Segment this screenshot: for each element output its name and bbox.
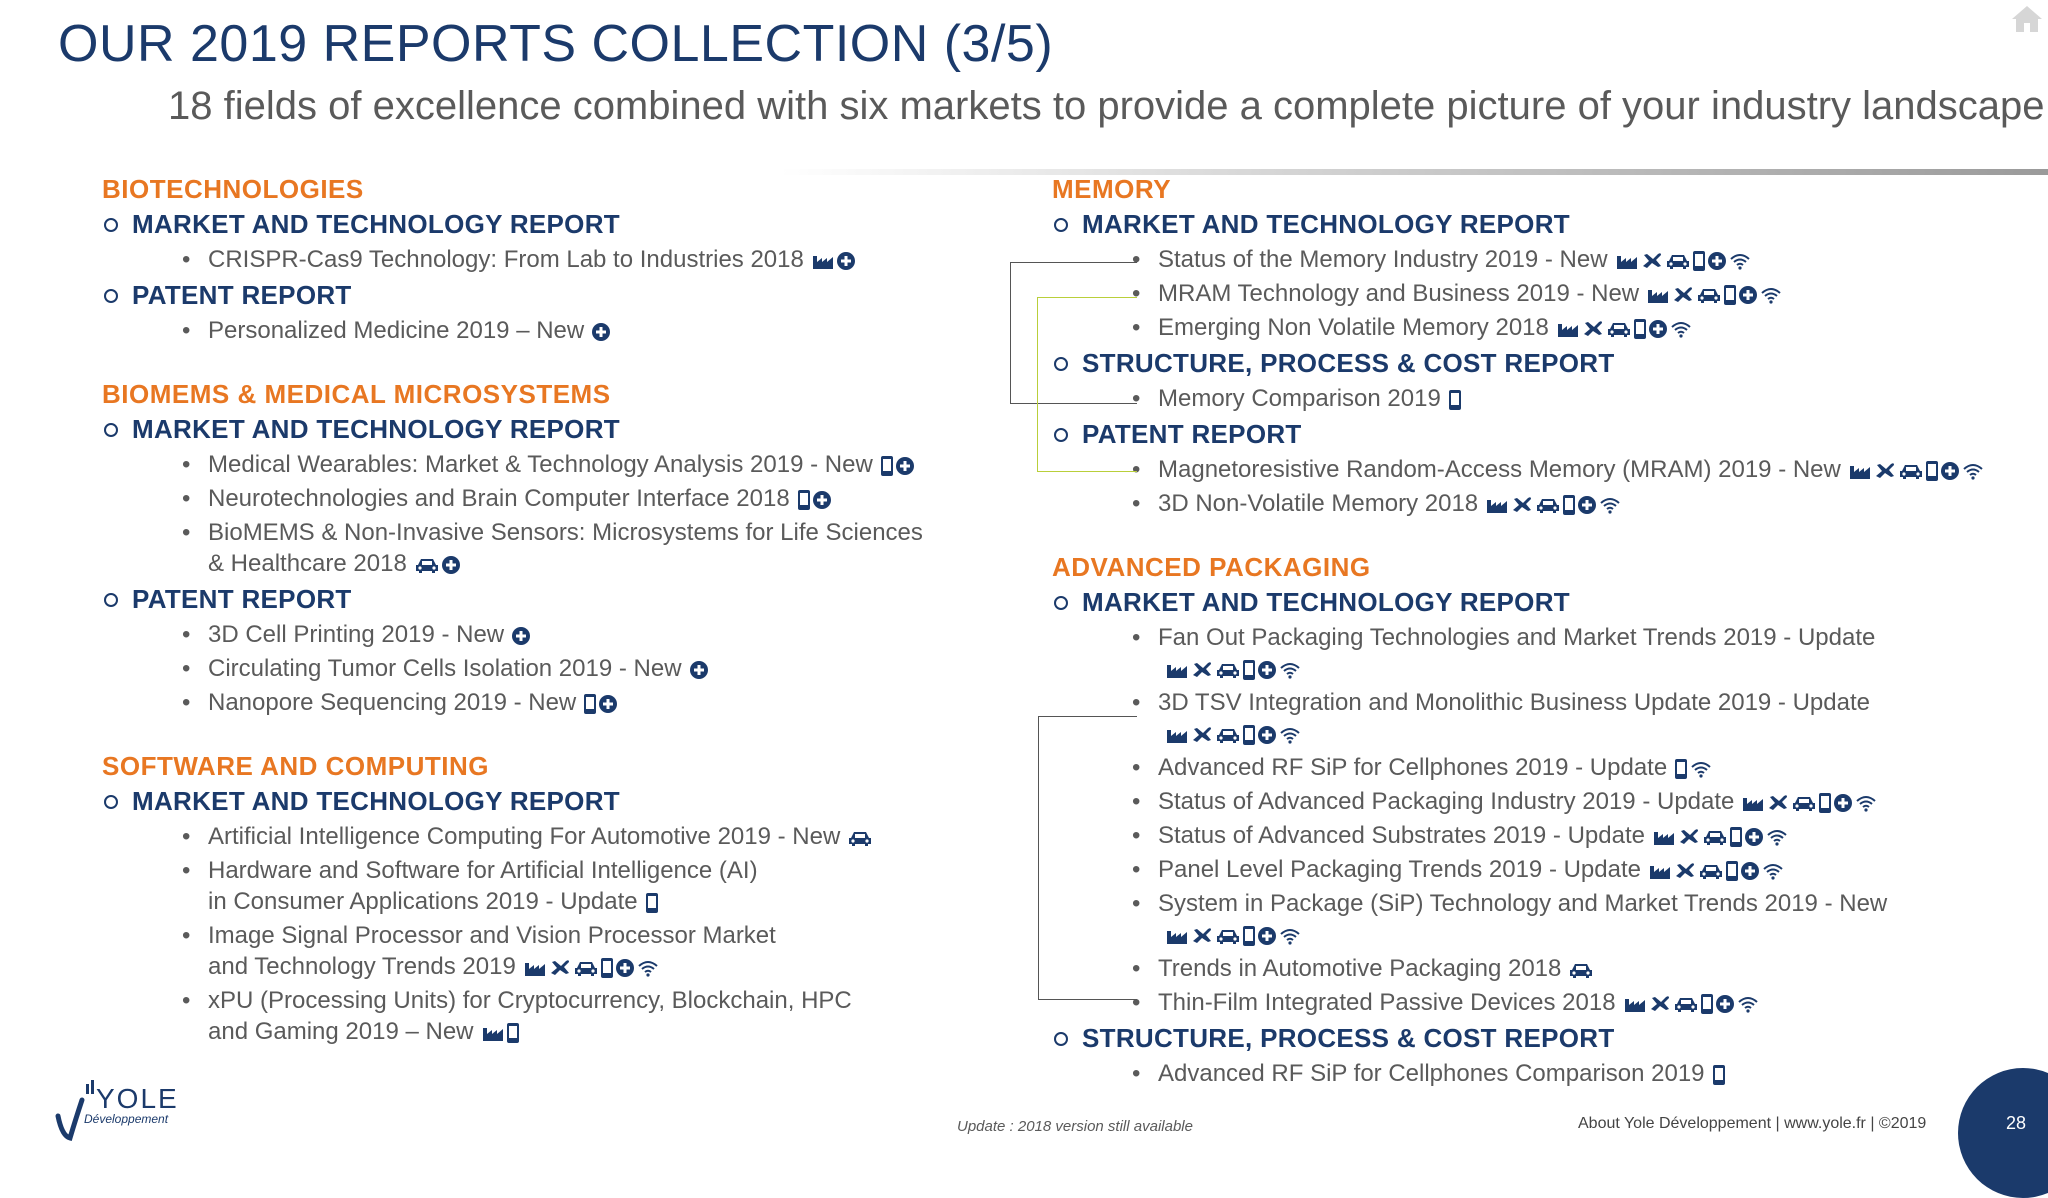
mobile-icon — [646, 893, 658, 913]
bullet-icon: • — [182, 655, 191, 682]
report-item[interactable] — [102, 483, 942, 514]
mobile-icon — [1243, 725, 1255, 745]
report-title: Advanced RF SiP for Cellphones 2019 - Update — [1158, 754, 1668, 781]
plane-icon — [1874, 462, 1896, 480]
wifi-icon — [1599, 496, 1621, 514]
report-title-cont: & Healthcare 2018 — [208, 550, 407, 577]
mobile-icon — [1701, 994, 1713, 1014]
car-icon — [1899, 462, 1923, 480]
report-type-label: MARKET AND TECHNOLOGY REPORT — [1082, 587, 1570, 617]
mobile-icon — [1449, 390, 1461, 410]
industry-icon — [1166, 927, 1188, 945]
industry-icon — [524, 959, 546, 977]
circle-bullet-icon — [104, 289, 118, 303]
left-column — [102, 174, 942, 1050]
car-icon — [1569, 961, 1593, 979]
category-heading: ADVANCED PACKAGING — [1052, 552, 1371, 582]
mobile-icon — [1243, 660, 1255, 680]
wifi-icon — [1760, 286, 1782, 304]
car-icon — [1536, 496, 1560, 514]
market-icons — [1557, 319, 1692, 339]
mobile-icon — [1730, 827, 1742, 847]
report-item[interactable] — [1052, 1058, 2012, 1089]
bullet-icon: • — [1132, 788, 1141, 815]
car-icon — [415, 556, 439, 574]
report-title: Status of Advanced Substrates 2019 - Update — [1158, 822, 1645, 849]
medical-icon — [1834, 794, 1852, 812]
report-type-heading — [102, 784, 942, 819]
page-title: OUR 2019 REPORTS COLLECTION (3/5) — [58, 15, 1054, 73]
report-title: Advanced RF SiP for Cellphones Comparison 2019 — [1158, 1060, 1705, 1087]
report-title: Nanopore Sequencing 2019 - New — [208, 689, 577, 716]
report-item[interactable] — [102, 821, 942, 852]
wifi-icon — [1855, 794, 1877, 812]
report-item[interactable] — [102, 449, 942, 480]
industry-icon — [1647, 286, 1669, 304]
category-heading: BIOTECHNOLOGIES — [102, 174, 364, 204]
report-type-label: MARKET AND TECHNOLOGY REPORT — [132, 414, 620, 444]
bullet-icon: • — [182, 485, 191, 512]
report-title: Panel Level Packaging Trends 2019 - Update — [1158, 856, 1641, 883]
report-type-heading — [102, 207, 942, 242]
report-item[interactable] — [102, 855, 942, 917]
report-item[interactable] — [102, 315, 942, 346]
medical-icon — [896, 457, 914, 475]
report-title: 3D Cell Printing 2019 - New — [208, 621, 505, 648]
wifi-icon — [1762, 862, 1784, 880]
mobile-icon — [1726, 861, 1738, 881]
medical-icon — [1741, 862, 1759, 880]
medical-icon — [599, 695, 617, 713]
report-title-cont: in Consumer Applications 2019 - Update — [208, 888, 638, 915]
bullet-icon: • — [1132, 856, 1141, 883]
report-title: 3D Non-Volatile Memory 2018 — [1158, 490, 1479, 517]
market-icons — [482, 1023, 519, 1043]
bullet-icon: • — [182, 857, 191, 884]
circle-bullet-icon — [104, 423, 118, 437]
mobile-icon — [601, 958, 613, 978]
report-type-heading — [1052, 417, 2012, 452]
plane-icon — [1678, 828, 1700, 846]
industry-icon — [1649, 862, 1671, 880]
page-number: 28 — [2006, 1113, 2027, 1133]
market-icons — [1449, 390, 1461, 410]
circle-bullet-icon — [1054, 218, 1068, 232]
plane-icon — [1641, 252, 1663, 270]
car-icon — [1703, 828, 1727, 846]
report-title: Artificial Intelligence Computing For Automotive 2019 - New — [208, 823, 841, 850]
report-type-heading — [1052, 585, 2012, 620]
plane-icon — [1191, 726, 1213, 744]
report-type-heading — [102, 412, 942, 447]
mobile-icon — [584, 694, 596, 714]
bullet-icon: • — [1132, 754, 1141, 781]
bullet-icon: • — [1132, 989, 1141, 1016]
mobile-icon — [1819, 793, 1831, 813]
market-icons — [848, 829, 872, 847]
mobile-icon — [798, 490, 810, 510]
market-icons — [646, 893, 658, 913]
report-item[interactable] — [1052, 687, 2012, 749]
circle-bullet-icon — [104, 795, 118, 809]
report-type-heading — [102, 582, 942, 617]
market-icons — [1713, 1065, 1725, 1085]
plane-icon — [1672, 286, 1694, 304]
medical-icon — [1739, 286, 1757, 304]
report-title: xPU (Processing Units) for Cryptocurrency, Blockchain, HPC — [208, 987, 852, 1014]
market-icons — [1647, 285, 1782, 305]
wifi-icon — [1670, 320, 1692, 338]
plane-icon — [1582, 320, 1604, 338]
medical-icon — [1258, 726, 1276, 744]
report-item[interactable] — [1052, 752, 2012, 783]
car-icon — [1674, 995, 1698, 1013]
market-icons — [1624, 994, 1759, 1014]
bullet-icon: • — [182, 987, 191, 1014]
report-title: Personalized Medicine 2019 – New — [208, 317, 585, 344]
report-item[interactable] — [102, 619, 942, 650]
wifi-icon — [1962, 462, 1984, 480]
industry-icon — [1557, 320, 1579, 338]
bullet-icon: • — [1132, 624, 1141, 651]
plane-icon — [1649, 995, 1671, 1013]
report-title: Image Signal Processor and Vision Processor Market — [208, 922, 776, 949]
connector-bracket — [1038, 716, 1137, 1000]
market-icons — [592, 323, 610, 341]
wifi-icon — [1279, 726, 1301, 744]
mobile-icon — [1675, 759, 1687, 779]
bullet-icon: • — [1132, 689, 1141, 716]
market-icons — [1166, 660, 1301, 680]
medical-icon — [690, 661, 708, 679]
industry-icon — [1486, 496, 1508, 514]
bullet-icon: • — [182, 689, 191, 716]
report-item[interactable] — [1052, 854, 2012, 885]
report-title: System in Package (SiP) Technology and Market Trends 2019 - New — [1158, 890, 1888, 917]
market-icons — [881, 456, 914, 476]
report-title: MRAM Technology and Business 2019 - New — [1158, 280, 1640, 307]
circle-bullet-icon — [1054, 596, 1068, 610]
car-icon — [1699, 862, 1723, 880]
market-icons — [1742, 793, 1877, 813]
plane-icon — [1191, 661, 1213, 679]
medical-icon — [813, 491, 831, 509]
report-type-label: PATENT REPORT — [132, 584, 352, 614]
market-icons — [1849, 461, 1984, 481]
medical-icon — [1708, 252, 1726, 270]
car-icon — [1792, 794, 1816, 812]
yole-logo — [54, 1078, 194, 1142]
medical-icon — [1941, 462, 1959, 480]
medical-icon — [1745, 828, 1763, 846]
car-icon — [1607, 320, 1631, 338]
home-icon[interactable] — [2010, 4, 2044, 34]
report-item[interactable] — [1052, 888, 2012, 950]
medical-icon — [1258, 927, 1276, 945]
market-icons — [512, 627, 530, 645]
report-title: Emerging Non Volatile Memory 2018 — [1158, 314, 1549, 341]
footer-about[interactable]: About Yole Développement | www.yole.fr | ©2019 — [1578, 1115, 1927, 1132]
industry-icon — [1616, 252, 1638, 270]
industry-icon — [1166, 726, 1188, 744]
medical-icon — [837, 252, 855, 270]
wifi-icon — [1279, 927, 1301, 945]
market-icons — [798, 490, 831, 510]
industry-icon — [1624, 995, 1646, 1013]
industry-icon — [812, 252, 834, 270]
report-item[interactable] — [1052, 244, 2012, 275]
report-item[interactable] — [102, 920, 942, 982]
report-item[interactable] — [102, 244, 942, 275]
bullet-icon: • — [182, 246, 191, 273]
car-icon — [1666, 252, 1690, 270]
market-icons — [1616, 251, 1751, 271]
report-item[interactable] — [1052, 278, 2012, 309]
report-item[interactable] — [1052, 820, 2012, 851]
report-item[interactable] — [1052, 454, 2012, 485]
medical-icon — [512, 627, 530, 645]
report-title: Magnetoresistive Random-Access Memory (MRAM) 2019 - New — [1158, 456, 1841, 483]
wifi-icon — [1690, 760, 1712, 778]
bullet-icon: • — [182, 823, 191, 850]
market-icons — [1166, 725, 1301, 745]
car-icon — [574, 959, 598, 977]
report-type-label: STRUCTURE, PROCESS & COST REPORT — [1082, 1023, 1615, 1053]
report-item[interactable] — [1052, 987, 2012, 1018]
report-title-cont: and Gaming 2019 – New — [208, 1018, 474, 1045]
circle-bullet-icon — [1054, 1032, 1068, 1046]
market-icons — [1486, 495, 1621, 515]
mobile-icon — [1724, 285, 1736, 305]
report-type-label: MARKET AND TECHNOLOGY REPORT — [132, 786, 620, 816]
report-title: Circulating Tumor Cells Isolation 2019 - New — [208, 655, 682, 682]
bullet-icon: • — [1132, 1060, 1141, 1087]
market-icons — [524, 958, 659, 978]
bullet-icon: • — [1132, 456, 1141, 483]
report-type-label: MARKET AND TECHNOLOGY REPORT — [1082, 209, 1570, 239]
bullet-icon: • — [182, 519, 191, 546]
wifi-icon — [637, 959, 659, 977]
report-title: Status of the Memory Industry 2019 - New — [1158, 246, 1608, 273]
report-item[interactable] — [1052, 383, 2012, 414]
car-icon — [1216, 726, 1240, 744]
right-column — [1052, 174, 2012, 1092]
report-item[interactable] — [1052, 953, 2012, 984]
market-icons — [1649, 861, 1784, 881]
bullet-icon: • — [1132, 955, 1141, 982]
bullet-icon: • — [182, 317, 191, 344]
report-type-label: PATENT REPORT — [1082, 419, 1302, 449]
industry-icon — [1653, 828, 1675, 846]
report-type-heading — [1052, 1021, 2012, 1056]
report-title: Medical Wearables: Market & Technology Analysis 2019 - New — [208, 451, 873, 478]
mobile-icon — [1563, 495, 1575, 515]
mobile-icon — [1243, 926, 1255, 946]
medical-icon — [592, 323, 610, 341]
bullet-icon: • — [1132, 314, 1141, 341]
bullet-icon: • — [1132, 490, 1141, 517]
circle-bullet-icon — [104, 218, 118, 232]
market-icons — [584, 694, 617, 714]
bullet-icon: • — [182, 922, 191, 949]
market-icons — [1653, 827, 1788, 847]
market-icons — [1675, 759, 1712, 779]
plane-icon — [1674, 862, 1696, 880]
report-title: Neurotechnologies and Brain Computer Interface 2018 — [208, 485, 790, 512]
report-title: Status of Advanced Packaging Industry 2019 - Update — [1158, 788, 1735, 815]
bullet-icon: • — [1132, 280, 1141, 307]
report-title: BioMEMS & Non-Invasive Sensors: Microsystems for Life Sciences — [208, 519, 923, 546]
industry-icon — [1849, 462, 1871, 480]
mobile-icon — [507, 1023, 519, 1043]
page-subtitle: 18 fields of excellence combined with six markets to provide a complete picture of your industry landscape — [168, 84, 2045, 128]
bullet-icon: • — [1132, 822, 1141, 849]
report-item[interactable] — [1052, 488, 2012, 519]
report-title-cont: and Technology Trends 2019 — [208, 953, 516, 980]
report-type-heading — [1052, 346, 2012, 381]
report-title: Thin-Film Integrated Passive Devices 2018 — [1158, 989, 1616, 1016]
industry-icon — [1742, 794, 1764, 812]
bullet-icon: • — [1132, 890, 1141, 917]
mobile-icon — [1926, 461, 1938, 481]
report-title: Hardware and Software for Artificial Intelligence (AI) — [208, 857, 758, 884]
report-item[interactable] — [102, 653, 942, 684]
report-title: Trends in Automotive Packaging 2018 — [1158, 955, 1562, 982]
plane-icon — [1511, 496, 1533, 514]
industry-icon — [482, 1024, 504, 1042]
connector-bracket — [1037, 297, 1137, 472]
market-icons — [812, 252, 855, 270]
report-item[interactable] — [1052, 312, 2012, 343]
mobile-icon — [1693, 251, 1705, 271]
market-icons — [1166, 926, 1301, 946]
bullet-icon: • — [182, 451, 191, 478]
mobile-icon — [1713, 1065, 1725, 1085]
plane-icon — [549, 959, 571, 977]
medical-icon — [1649, 320, 1667, 338]
report-item[interactable] — [102, 517, 942, 579]
medical-icon — [1578, 496, 1596, 514]
circle-bullet-icon — [104, 593, 118, 607]
report-type-heading — [102, 278, 942, 313]
report-type-heading — [1052, 207, 2012, 242]
report-item[interactable] — [102, 687, 942, 718]
category-heading: BIOMEMS & MEDICAL MICROSYSTEMS — [102, 379, 611, 409]
svg-text:YOLE: YOLE — [96, 1083, 179, 1114]
report-title: 3D TSV Integration and Monolithic Business Update 2019 - Update — [1158, 689, 1870, 716]
market-icons — [1569, 961, 1593, 979]
market-icons — [415, 556, 460, 574]
bullet-icon: • — [1132, 246, 1141, 273]
wifi-icon — [1766, 828, 1788, 846]
svg-text:Développement: Développement — [84, 1112, 169, 1126]
report-type-label: MARKET AND TECHNOLOGY REPORT — [132, 209, 620, 239]
report-title: CRISPR-Cas9 Technology: From Lab to Industries 2018 — [208, 246, 804, 273]
update-note: Update : 2018 version still available — [957, 1118, 1193, 1135]
industry-icon — [1166, 661, 1188, 679]
market-icons — [690, 661, 708, 679]
medical-icon — [1716, 995, 1734, 1013]
wifi-icon — [1729, 252, 1751, 270]
report-item[interactable] — [1052, 622, 2012, 684]
report-item[interactable] — [102, 985, 942, 1047]
category-heading: SOFTWARE AND COMPUTING — [102, 751, 490, 781]
medical-icon — [616, 959, 634, 977]
report-item[interactable] — [1052, 786, 2012, 817]
report-type-label: PATENT REPORT — [132, 280, 352, 310]
car-icon — [848, 829, 872, 847]
category-heading: MEMORY — [1052, 174, 1172, 204]
report-title: Fan Out Packaging Technologies and Market Trends 2019 - Update — [1158, 624, 1876, 651]
report-type-label: STRUCTURE, PROCESS & COST REPORT — [1082, 348, 1615, 378]
plane-icon — [1191, 927, 1213, 945]
bullet-icon: • — [1132, 385, 1141, 412]
car-icon — [1216, 927, 1240, 945]
bullet-icon: • — [182, 621, 191, 648]
car-icon — [1216, 661, 1240, 679]
plane-icon — [1767, 794, 1789, 812]
wifi-icon — [1279, 661, 1301, 679]
report-title: Memory Comparison 2019 — [1158, 385, 1441, 412]
mobile-icon — [1634, 319, 1646, 339]
medical-icon — [442, 556, 460, 574]
car-icon — [1697, 286, 1721, 304]
medical-icon — [1258, 661, 1276, 679]
wifi-icon — [1737, 995, 1759, 1013]
mobile-icon — [881, 456, 893, 476]
